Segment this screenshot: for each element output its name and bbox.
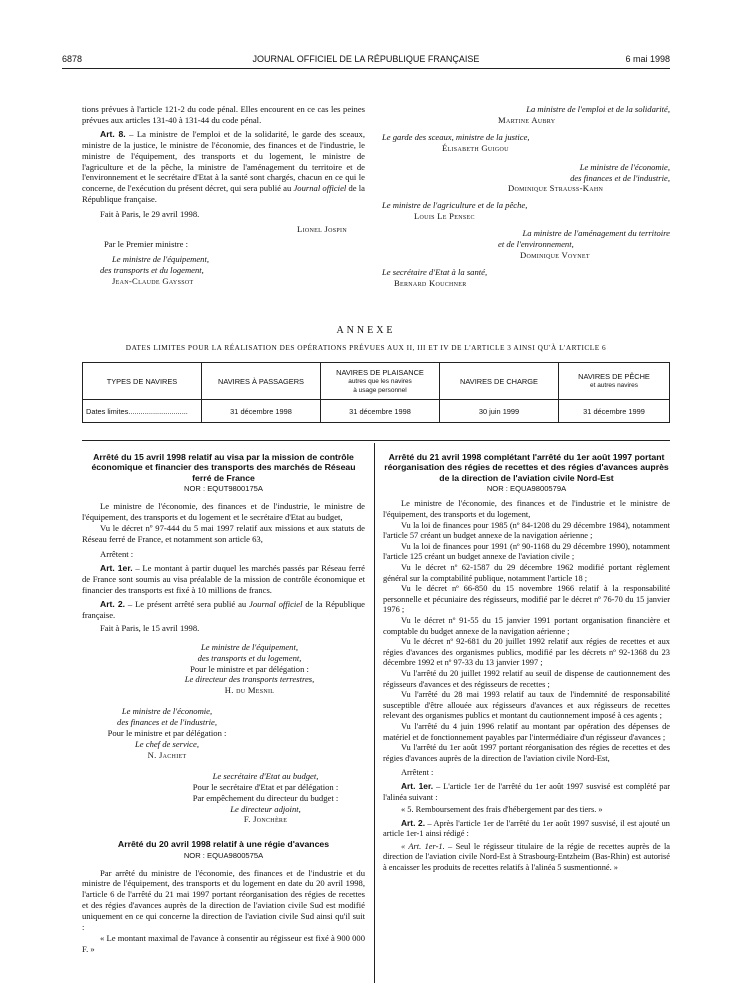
paragraph: Vu l'arrêté du 1er août 1997 portant réorganisation des régies de recettes et des régies d'avances auprès de la direction de l'aviation civile Nord-Est, — [383, 743, 670, 763]
signer-name: Lionel Jospin — [297, 224, 347, 235]
paragraph: « Le montant maximal de l'avance à consentir au régisseur est fixé à 900 000 F. » — [82, 933, 365, 954]
signer-role: Le secrétaire d'Etat au budget, — [212, 770, 319, 781]
table-cell: 30 juin 1999 — [440, 400, 559, 423]
quote: « 5. Remboursement des frais d'hébergement par des tiers. » — [401, 805, 603, 815]
page-header — [62, 54, 670, 68]
annexe-table — [82, 362, 670, 423]
signer-role: Le garde des sceaux, ministre de la justice, — [382, 131, 530, 142]
signer-name: N. Jachiet — [147, 749, 187, 760]
signer-role: La ministre de l'emploi et de la solidarité, — [526, 104, 670, 114]
paragraph: Vu le décret nº 97-444 du 5 mai 1997 relatif aux missions et aux statuts de Réseau ferré de France, et notamment son article 63, — [82, 522, 365, 544]
column-header: NAVIRES À PASSAGERS — [202, 363, 321, 400]
arrete-21-avril — [383, 452, 670, 874]
column-header: NAVIRES DE PLAISANCE autres que les navires à usage personnel — [321, 363, 440, 400]
paragraph: Vu le décret nº 62-1587 du 29 décembre 1962 modifié portant règlement général sur la comptabilité publique, notamment l'article 18 ; — [383, 563, 670, 583]
paragraph: Vu le décret nº 66-850 du 15 novembre 1966 relatif à la responsabilité personnelle et pécuniaire des régisseurs, modifié par le décret nº 76-70 du 15 janvier 1976 ; — [383, 584, 670, 615]
signature-block — [82, 642, 365, 697]
signer-role: Le directeur adjoint, — [230, 803, 301, 814]
par-premier-ministre: Par le Premier ministre : — [104, 238, 189, 249]
signer-role: Le ministre de l'économie, — [121, 706, 213, 717]
nor-reference: NOR : EQUT9800175A — [184, 483, 263, 493]
article-2: Art. 2. – Le présent arrêté sera publié au Journal officiel de la République française. — [82, 599, 365, 620]
article-8: Art. 8. – La ministre de l'emploi et de la solidarité, le garde des sceaux, ministre de la justice, le ministre de l'économie, des finances et de l'industrie, le ministre de l'équipement, des transports et du logement, le ministre de l'agriculture et de la pêche, la ministre de l'aménagement du territoire et de l'environnement et le secrétaire d'Etat à la santé sont chargés, chacun en ce qui le concerne, de l'exécution du présent décret, qui sera publié au Journal officiel de la République française. — [82, 128, 365, 205]
paragraph: Par arrêté du ministre de l'économie, des finances et de l'industrie et du ministre de l'équipement, des transports et du logement en date du 20 avril 1998, l'article 6 de l'arrêté du 21 mai 1997 portant réorganisation des régies de recettes et des régies d'avances auprès de la direction de l'aviation civile Sud est modifié uniquement en ce qui concerne la direction de l'aviation civile Sud ainsi qu'il suit : — [82, 867, 365, 933]
signer-name: Martine Aubry — [498, 114, 556, 125]
paragraph: tions prévues à l'article 121-2 du code pénal. Elles encourent en ce cas les peines prévues aux articles 131-40 à 131-44 du code pénal. — [82, 104, 365, 125]
article-1: Art. 1er. – L'article 1er de l'arrêté du 1er août 1997 susvisé est complété par l'alinéa suivant : — [383, 780, 670, 802]
issue-date: 6 mai 1998 — [625, 54, 670, 64]
signer-role: Le ministre de l'économie, — [579, 161, 670, 172]
table-cell: 31 décembre 1998 — [321, 400, 440, 423]
section-rule — [82, 440, 670, 441]
fait-a-paris: Fait à Paris, le 15 avril 1998. — [100, 622, 200, 633]
arrete-15-avril — [82, 452, 365, 955]
column-header: TYPES DE NAVIRES — [83, 363, 202, 400]
signer-role: Le ministre de l'agriculture et de la pêche, — [382, 200, 528, 211]
paragraph: Le ministre de l'économie, des finances et de l'industrie, le ministre de l'équipement, des transports et du logement et le secrétaire d'Etat au budget, — [82, 500, 365, 522]
signer-role: des transports et du logement, — [197, 652, 302, 663]
column-header: NAVIRES DE CHARGE — [440, 363, 559, 400]
signer-delegation: Par empêchement du directeur du budget : — [192, 792, 339, 803]
signer-name: Dominique Strauss-Kahn — [508, 183, 604, 194]
article-2: Art. 2. – Après l'article 1er de l'arrêté du 1er août 1997 susvisé, il est ajouté un article 1er-1 ainsi rédigé : — [383, 817, 670, 839]
signer-role: des transports et du logement, — [100, 264, 204, 275]
paragraph: Le ministre de l'économie, des finances et de l'industrie et le ministre de l'équipement, des transports et du logement, — [383, 499, 670, 520]
signer-role: des finances et de l'industrie, — [570, 172, 670, 183]
paragraph: Vu la loi de finances pour 1991 (nº 90-1168 du 29 décembre 1990), notamment l'article 125 créant un budget annexe de l'aviation civile ; — [383, 541, 670, 562]
signer-role: des finances et de l'industrie, — [117, 717, 217, 728]
arretent: Arrêtent : — [100, 549, 134, 560]
signature-block — [82, 771, 365, 826]
decree-end-left — [82, 104, 365, 287]
signer-role: Le ministre de l'équipement, — [201, 641, 298, 652]
signer-name: Louis Le Pensec — [414, 211, 475, 222]
table-header-row — [83, 363, 670, 400]
signer-role: La ministre de l'aménagement du territoire — [522, 228, 670, 239]
table-cell: Dates limites............................. — [83, 400, 202, 423]
signer-role: Le secrétaire d'Etat à la santé, — [382, 266, 488, 277]
quote: « Art. 1er-1. – Seul le régisseur titulaire de la régie de recettes auprès de la direction de l'aviation civile Nord-Est à Strasbourg-Entzheim (Bas-Rhin) est autorisé à encaisser les produits de recettes relatifs à l'alinéa 5 susmentionné. » — [383, 841, 670, 873]
column-header: NAVIRES DE PÊCHE et autres navires — [559, 363, 670, 400]
paragraph: Vu l'arrêté du 28 mai 1993 relatif au taux de l'indemnité de responsabilité susceptible d'être allouée aux régisseurs d'avances et aux régisseurs de recettes relevant des organismes publics et montant du cautionnement imposé à ces agents ; — [383, 690, 670, 721]
signer-role: et de l'environnement, — [498, 239, 574, 250]
arrete-title: Arrêté du 21 avril 1998 complétant l'arrêté du 1er août 1997 portant réorganisation des régies de recettes et des régies d'avances auprès de la direction de l'aviation civile Nord-Est — [384, 452, 669, 483]
column-divider — [374, 443, 375, 983]
table-cell: 31 décembre 1999 — [559, 400, 670, 423]
signer-role: Le ministre de l'équipement, — [112, 253, 209, 264]
arrete-title: Arrêté du 20 avril 1998 relatif à une régie d'avances — [117, 839, 330, 850]
annexe-subtitle: DATES LIMITES POUR LA RÉALISATION DES OPÉRATIONS PRÉVUES AUX II, III ET IV DE L'ARTICLE 3 AINSI QU'À L'ARTICLE 6 — [125, 343, 607, 352]
signer-name: Dominique Voynet — [520, 249, 590, 260]
article-1: Art. 1er. – Le montant à partir duquel les marchés passés par Réseau ferré de France sont soumis au visa préalable de la mission de contrôle économique et financier des transports est fixé à 10 millions de francs. — [82, 563, 365, 596]
signatures-right — [382, 104, 670, 289]
signer-delegation: Pour le secrétaire d'Etat et par délégation : — [192, 781, 339, 792]
signer-name: Élisabeth Guigou — [442, 142, 509, 153]
table-row — [83, 400, 670, 423]
arretent: Arrêtent : — [401, 768, 434, 778]
signer-role: Le directeur des transports terrestres, — [184, 674, 315, 685]
annexe-title: ANNEXE — [336, 325, 396, 336]
signer-name: Jean-Claude Gayssot — [112, 275, 194, 286]
paragraph: Vu la loi de finances pour 1985 (nº 84-1208 du 29 décembre 1984), notamment l'article 57 créant un budget annexe de la navigation aérienne ; — [383, 520, 670, 541]
fait-a-paris: Fait à Paris, le 29 avril 1998. — [100, 209, 200, 220]
journal-title: JOURNAL OFFICIEL DE LA RÉPUBLIQUE FRANÇAISE — [252, 54, 480, 64]
signer-name: F. Jonchère — [243, 814, 288, 825]
signature-block — [82, 706, 252, 761]
paragraph: Vu l'arrêté du 4 juin 1996 relatif au montant par opération des dépenses de matériel et de fonctionnement payables par l'intermédiaire d'un régisseur d'avances ; — [383, 721, 670, 742]
nor-reference: NOR : EQUA9800575A — [183, 850, 264, 860]
signer-delegation: Pour le ministre et par délégation : — [190, 663, 309, 674]
arrete-title: Arrêté du 15 avril 1998 relatif au visa par la mission de contrôle économique et financier des transports des marchés de Réseau ferré de France — [91, 452, 356, 483]
header-rule — [62, 68, 670, 69]
paragraph: Vu le décret nº 92-681 du 20 juillet 1992 relatif aux régies de recettes et aux régies d'avances des organismes publics, modifié par les décrets nº 92-1368 du 23 décembre 1992 et nº 97-33 du 13 janvier 1997 ; — [383, 637, 670, 668]
signer-name: Bernard Kouchner — [394, 277, 467, 288]
paragraph: Vu le décret nº 91-55 du 15 janvier 1991 portant organisation financière et comptable du budget annexe de la navigation aérienne ; — [383, 616, 670, 636]
page-number: 6878 — [62, 54, 83, 64]
signer-delegation: Pour le ministre et par délégation : — [107, 728, 227, 739]
table-cell: 31 décembre 1998 — [202, 400, 321, 423]
signer-role: Le chef de service, — [135, 739, 199, 750]
paragraph: Vu l'arrêté du 20 juillet 1992 relatif au seuil de dispense de cautionnement des régisseurs d'avances et des régisseurs de recettes ; — [383, 668, 670, 689]
nor-reference: NOR : EQUA9800579A — [486, 483, 567, 493]
signer-name: H. du Mesnil — [224, 685, 275, 696]
